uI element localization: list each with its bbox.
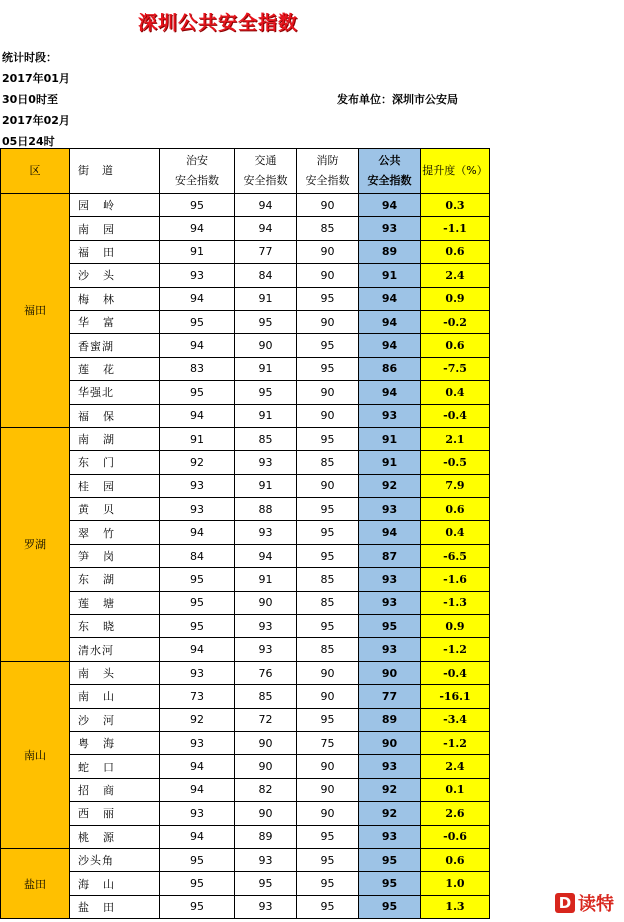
fire-cell: 90 — [297, 802, 359, 825]
street-cell: 沙头 — [70, 264, 160, 287]
street-cell: 梅林 — [70, 287, 160, 310]
street-cell: 福田 — [70, 240, 160, 263]
header-fire-line1: 消防 — [316, 154, 339, 167]
public-order-cell: 91 — [160, 240, 235, 263]
district-cell: 南山 — [1, 661, 70, 848]
street-cell: 莲塘 — [70, 591, 160, 614]
street-cell: 桃源 — [70, 825, 160, 848]
public-index-cell: 90 — [359, 731, 421, 754]
public-index-cell: 95 — [359, 895, 421, 918]
traffic-cell: 95 — [235, 310, 297, 333]
change-cell: 0.1 — [421, 778, 490, 801]
public-index-cell: 94 — [359, 194, 421, 217]
table-row — [1, 521, 490, 544]
change-cell: 7.9 — [421, 474, 490, 497]
public-order-cell: 94 — [160, 825, 235, 848]
street-cell: 华富 — [70, 310, 160, 333]
table-row — [1, 638, 490, 661]
public-order-cell: 95 — [160, 591, 235, 614]
fire-cell: 95 — [297, 825, 359, 848]
table-row — [1, 661, 490, 684]
street-cell: 黄贝 — [70, 498, 160, 521]
fire-cell: 90 — [297, 194, 359, 217]
change-cell: 2.4 — [421, 264, 490, 287]
traffic-cell: 91 — [235, 568, 297, 591]
public-index-cell: 86 — [359, 357, 421, 380]
table-row — [1, 778, 490, 801]
traffic-cell: 72 — [235, 708, 297, 731]
public-index-cell: 91 — [359, 451, 421, 474]
public-order-cell: 95 — [160, 848, 235, 871]
public-order-cell: 92 — [160, 451, 235, 474]
public-order-cell: 95 — [160, 615, 235, 638]
table-row — [1, 568, 490, 591]
fire-cell: 95 — [297, 521, 359, 544]
public-index-cell: 94 — [359, 334, 421, 357]
table-row — [1, 381, 490, 404]
public-order-cell: 95 — [160, 310, 235, 333]
duote-logo-icon: D — [555, 893, 575, 913]
change-cell: 0.9 — [421, 615, 490, 638]
fire-cell: 95 — [297, 498, 359, 521]
fire-cell: 95 — [297, 708, 359, 731]
fire-cell: 90 — [297, 661, 359, 684]
table-row — [1, 872, 490, 895]
header-fire — [297, 149, 359, 194]
traffic-cell: 95 — [235, 381, 297, 404]
change-cell: -0.2 — [421, 310, 490, 333]
header-public-line1: 公共 — [378, 154, 401, 167]
public-order-cell: 93 — [160, 498, 235, 521]
watermark — [555, 890, 614, 916]
public-index-cell: 94 — [359, 521, 421, 544]
public-index-cell: 95 — [359, 872, 421, 895]
public-index-cell: 93 — [359, 825, 421, 848]
period-line-3: 2017年02月 — [2, 114, 70, 127]
public-index-cell: 87 — [359, 544, 421, 567]
street-cell: 海山 — [70, 872, 160, 895]
street-cell: 沙头角 — [70, 848, 160, 871]
public-order-cell: 94 — [160, 521, 235, 544]
fire-cell: 95 — [297, 615, 359, 638]
public-order-cell: 94 — [160, 217, 235, 240]
header-change: 提升度（%） — [421, 149, 490, 194]
public-order-cell: 84 — [160, 544, 235, 567]
fire-cell: 95 — [297, 872, 359, 895]
public-index-cell: 93 — [359, 217, 421, 240]
traffic-cell: 91 — [235, 474, 297, 497]
change-cell: 0.3 — [421, 194, 490, 217]
safety-index-table — [0, 148, 490, 919]
street-cell: 南湖 — [70, 427, 160, 450]
table-row — [1, 451, 490, 474]
change-cell: 2.4 — [421, 755, 490, 778]
public-order-cell: 91 — [160, 427, 235, 450]
table-row — [1, 708, 490, 731]
street-cell: 蛇口 — [70, 755, 160, 778]
traffic-cell: 89 — [235, 825, 297, 848]
table-row — [1, 544, 490, 567]
public-index-cell: 92 — [359, 778, 421, 801]
header-public-order-line1: 治安 — [186, 154, 208, 167]
public-order-cell: 92 — [160, 708, 235, 731]
fire-cell: 85 — [297, 638, 359, 661]
period-line-2: 30日0时至 — [2, 93, 58, 106]
traffic-cell: 85 — [235, 685, 297, 708]
fire-cell: 85 — [297, 217, 359, 240]
street-cell: 清水河 — [70, 638, 160, 661]
street-cell: 南头 — [70, 661, 160, 684]
header-district: 区 — [1, 149, 70, 194]
traffic-cell: 85 — [235, 427, 297, 450]
street-cell: 西丽 — [70, 802, 160, 825]
header-public — [359, 149, 421, 194]
header-traffic-line1: 交通 — [254, 154, 277, 167]
table-row — [1, 287, 490, 310]
fire-cell: 90 — [297, 381, 359, 404]
traffic-cell: 77 — [235, 240, 297, 263]
table-row — [1, 825, 490, 848]
fire-cell: 75 — [297, 731, 359, 754]
street-cell: 沙河 — [70, 708, 160, 731]
table-row — [1, 357, 490, 380]
public-index-cell: 93 — [359, 404, 421, 427]
public-index-cell: 93 — [359, 591, 421, 614]
fire-cell: 85 — [297, 451, 359, 474]
table-row — [1, 427, 490, 450]
district-cell: 盐田 — [1, 848, 70, 918]
table-row — [1, 334, 490, 357]
publisher: 发布单位：深圳市公安局 — [337, 93, 458, 106]
header-public-order-line2: 安全指数 — [175, 174, 219, 187]
public-order-cell: 95 — [160, 895, 235, 918]
public-order-cell: 93 — [160, 474, 235, 497]
street-cell: 福保 — [70, 404, 160, 427]
table-row — [1, 895, 490, 918]
change-cell: -3.4 — [421, 708, 490, 731]
table-row — [1, 194, 490, 217]
public-index-cell: 92 — [359, 474, 421, 497]
fire-cell: 90 — [297, 310, 359, 333]
public-order-cell: 94 — [160, 638, 235, 661]
table-row — [1, 240, 490, 263]
fire-cell: 90 — [297, 685, 359, 708]
street-cell: 桂园 — [70, 474, 160, 497]
street-cell: 园岭 — [70, 194, 160, 217]
period-line-4: 05日24时 — [2, 135, 55, 148]
street-cell: 莲花 — [70, 357, 160, 380]
street-cell: 粤海 — [70, 731, 160, 754]
table-row — [1, 404, 490, 427]
header-row — [1, 149, 490, 194]
change-cell: 0.4 — [421, 381, 490, 404]
public-order-cell: 94 — [160, 404, 235, 427]
public-index-cell: 91 — [359, 427, 421, 450]
fire-cell: 95 — [297, 895, 359, 918]
change-cell: -6.5 — [421, 544, 490, 567]
public-order-cell: 95 — [160, 381, 235, 404]
public-order-cell: 95 — [160, 194, 235, 217]
fire-cell: 95 — [297, 334, 359, 357]
change-cell: 2.1 — [421, 427, 490, 450]
table-row — [1, 474, 490, 497]
change-cell: -0.4 — [421, 404, 490, 427]
district-cell: 福田 — [1, 194, 70, 428]
change-cell: 0.6 — [421, 848, 490, 871]
public-index-cell: 94 — [359, 381, 421, 404]
change-cell: 0.6 — [421, 334, 490, 357]
public-index-cell: 91 — [359, 264, 421, 287]
change-cell: -1.2 — [421, 638, 490, 661]
header-public-order — [160, 149, 235, 194]
table-row — [1, 615, 490, 638]
table-row — [1, 685, 490, 708]
public-index-cell: 95 — [359, 615, 421, 638]
public-index-cell: 93 — [359, 638, 421, 661]
header-traffic-line2: 安全指数 — [243, 174, 288, 187]
street-cell: 盐田 — [70, 895, 160, 918]
fire-cell: 95 — [297, 287, 359, 310]
traffic-cell: 93 — [235, 451, 297, 474]
change-cell: 0.9 — [421, 287, 490, 310]
fire-cell: 90 — [297, 264, 359, 287]
table-row — [1, 217, 490, 240]
public-order-cell: 93 — [160, 731, 235, 754]
traffic-cell: 76 — [235, 661, 297, 684]
public-order-cell: 95 — [160, 568, 235, 591]
fire-cell: 85 — [297, 568, 359, 591]
street-cell: 华强北 — [70, 381, 160, 404]
fire-cell: 90 — [297, 474, 359, 497]
period-line-1: 2017年01月 — [2, 72, 70, 85]
public-index-cell: 93 — [359, 498, 421, 521]
public-index-cell: 93 — [359, 755, 421, 778]
header-street: 街 道 — [70, 149, 160, 194]
traffic-cell: 93 — [235, 848, 297, 871]
traffic-cell: 93 — [235, 638, 297, 661]
change-cell: -1.2 — [421, 731, 490, 754]
street-cell: 东晓 — [70, 615, 160, 638]
street-cell: 香蜜湖 — [70, 334, 160, 357]
public-order-cell: 94 — [160, 334, 235, 357]
traffic-cell: 93 — [235, 521, 297, 544]
public-index-cell: 89 — [359, 708, 421, 731]
public-order-cell: 83 — [160, 357, 235, 380]
change-cell: 0.4 — [421, 521, 490, 544]
traffic-cell: 95 — [235, 872, 297, 895]
traffic-cell: 90 — [235, 755, 297, 778]
change-cell: -1.3 — [421, 591, 490, 614]
traffic-cell: 88 — [235, 498, 297, 521]
public-index-cell: 94 — [359, 310, 421, 333]
public-index-cell: 77 — [359, 685, 421, 708]
traffic-cell: 91 — [235, 357, 297, 380]
traffic-cell: 94 — [235, 544, 297, 567]
table-row — [1, 731, 490, 754]
period-label: 统计时段： — [2, 51, 57, 64]
table-row — [1, 755, 490, 778]
street-cell: 南山 — [70, 685, 160, 708]
change-cell: -1.6 — [421, 568, 490, 591]
change-cell: -7.5 — [421, 357, 490, 380]
fire-cell: 95 — [297, 848, 359, 871]
public-index-cell: 95 — [359, 848, 421, 871]
change-cell: 2.6 — [421, 802, 490, 825]
fire-cell: 90 — [297, 755, 359, 778]
street-cell: 南园 — [70, 217, 160, 240]
public-order-cell: 95 — [160, 872, 235, 895]
change-cell: 0.6 — [421, 498, 490, 521]
traffic-cell: 94 — [235, 217, 297, 240]
public-order-cell: 94 — [160, 755, 235, 778]
district-cell: 罗湖 — [1, 427, 70, 661]
change-cell: -0.4 — [421, 661, 490, 684]
change-cell: 1.0 — [421, 872, 490, 895]
page-title: 深圳公共安全指数 — [138, 12, 299, 34]
table-row — [1, 310, 490, 333]
public-order-cell: 93 — [160, 802, 235, 825]
header-fire-line2: 安全指数 — [305, 174, 350, 187]
watermark-text: 读特 — [578, 894, 614, 915]
public-order-cell: 94 — [160, 778, 235, 801]
traffic-cell: 90 — [235, 731, 297, 754]
fire-cell: 85 — [297, 591, 359, 614]
fire-cell: 95 — [297, 357, 359, 380]
change-cell: -0.5 — [421, 451, 490, 474]
table-row — [1, 591, 490, 614]
public-order-cell: 93 — [160, 661, 235, 684]
header-traffic — [235, 149, 297, 194]
public-index-cell: 92 — [359, 802, 421, 825]
public-index-cell: 89 — [359, 240, 421, 263]
fire-cell: 90 — [297, 240, 359, 263]
traffic-cell: 90 — [235, 591, 297, 614]
traffic-cell: 90 — [235, 802, 297, 825]
traffic-cell: 93 — [235, 615, 297, 638]
street-cell: 东湖 — [70, 568, 160, 591]
street-cell: 翠竹 — [70, 521, 160, 544]
change-cell: 0.6 — [421, 240, 490, 263]
change-cell: -0.6 — [421, 825, 490, 848]
traffic-cell: 93 — [235, 895, 297, 918]
public-index-cell: 90 — [359, 661, 421, 684]
traffic-cell: 91 — [235, 404, 297, 427]
public-index-cell: 94 — [359, 287, 421, 310]
table-row — [1, 848, 490, 871]
change-cell: -1.1 — [421, 217, 490, 240]
traffic-cell: 90 — [235, 334, 297, 357]
traffic-cell: 84 — [235, 264, 297, 287]
traffic-cell: 94 — [235, 194, 297, 217]
public-index-cell: 93 — [359, 568, 421, 591]
fire-cell: 95 — [297, 544, 359, 567]
fire-cell: 95 — [297, 427, 359, 450]
public-order-cell: 73 — [160, 685, 235, 708]
street-cell: 招商 — [70, 778, 160, 801]
fire-cell: 90 — [297, 404, 359, 427]
street-cell: 笋岗 — [70, 544, 160, 567]
table-row — [1, 498, 490, 521]
change-cell: 1.3 — [421, 895, 490, 918]
traffic-cell: 91 — [235, 287, 297, 310]
fire-cell: 90 — [297, 778, 359, 801]
street-cell: 东门 — [70, 451, 160, 474]
traffic-cell: 82 — [235, 778, 297, 801]
header-public-line2: 安全指数 — [367, 174, 412, 187]
public-order-cell: 94 — [160, 287, 235, 310]
change-cell: -16.1 — [421, 685, 490, 708]
table-row — [1, 264, 490, 287]
table-row — [1, 802, 490, 825]
public-order-cell: 93 — [160, 264, 235, 287]
